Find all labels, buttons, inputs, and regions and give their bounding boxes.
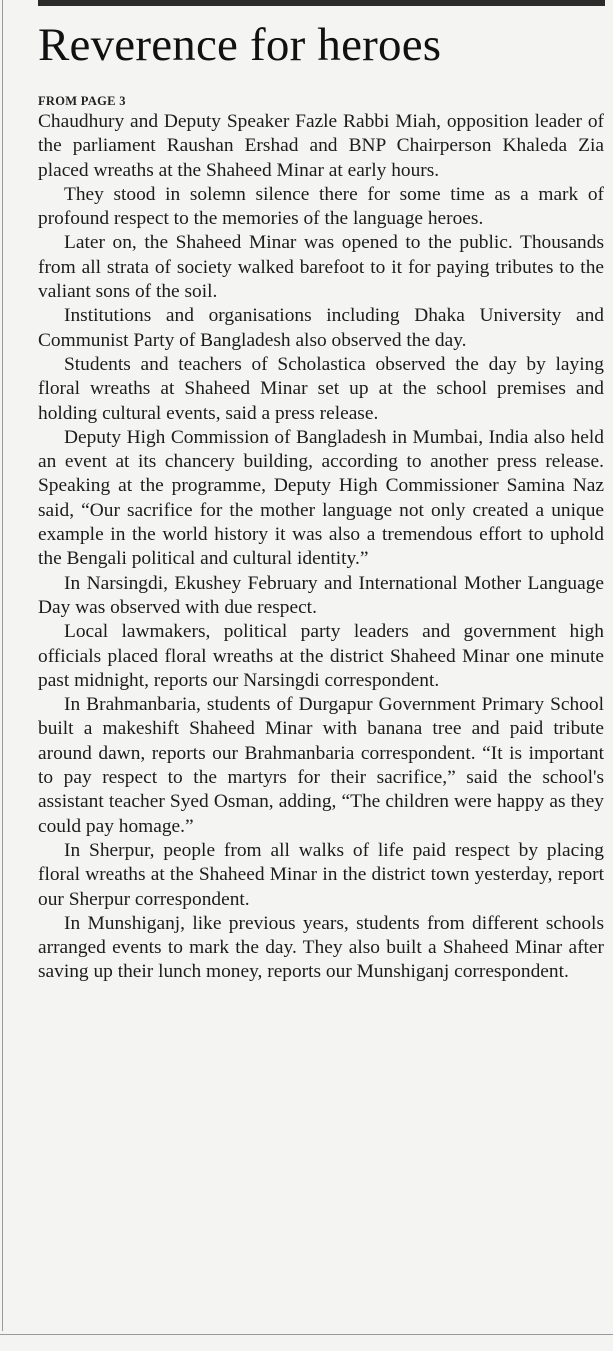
paragraph-6: Deputy High Commission of Bangladesh in Mumbai, India also held an event at its chancery building, according to another press release. Speaking at the programme, Deputy High Commissioner Samina Naz said, “Our sacrifice for the mother language not only created a unique example in the world history it was also a tremendous effort to uphold the Bengali political and cultural identity.” bbox=[38, 426, 604, 570]
paragraph-4: Institutions and organisations including Dhaka University and Communist Party of Bangladesh also observed the day. bbox=[38, 305, 604, 351]
paragraph-9: In Brahmanbaria, students of Durgapur Government Primary School built a makeshift Shaheed Minar with banana tree and paid tribute around dawn, reports our Brahmanbaria correspondent. “It is important to pay respect to the martyrs for their sacrifice,” said the school's assistant teacher Syed Osman, adding, “The children were happy as they could pay homage.” bbox=[38, 694, 604, 837]
article-body bbox=[38, 110, 604, 985]
top-column-rule bbox=[38, 0, 605, 6]
article-headline: Reverence for heroes bbox=[38, 19, 442, 71]
paragraph-5: Students and teachers of Scholastica observed the day by laying floral wreaths at Shaheed Minar set up at the school premises and holding cultural events, said a press release. bbox=[38, 353, 604, 424]
jump-line: FROM PAGE 3 bbox=[38, 94, 126, 108]
paragraph-7: In Narsingdi, Ekushey February and International Mother Language Day was observed with due respect. bbox=[38, 572, 604, 618]
left-column-rule bbox=[2, 0, 3, 1331]
paragraph-1: Chaudhury and Deputy Speaker Fazle Rabbi Miah, opposition leader of the parliament Raushan Ershad and BNP Chairperson Khaleda Zia placed wreaths at the Shaheed Minar at early hours. bbox=[38, 111, 604, 181]
bottom-column-rule bbox=[0, 1334, 613, 1335]
paragraph-3: Later on, the Shaheed Minar was opened to the public. Thousands from all strata of society walked barefoot to it for paying tributes to the valiant sons of the soil. bbox=[38, 232, 604, 303]
news-article bbox=[38, 16, 604, 985]
paragraph-8: Local lawmakers, political party leaders and government high officials placed floral wreaths at the district Shaheed Minar one minute past midnight, reports our Narsingdi correspondent. bbox=[38, 621, 604, 691]
paragraph-2: They stood in solemn silence there for some time as a mark of profound respect to the memories of the language heroes. bbox=[38, 183, 604, 230]
paragraph-11: In Munshiganj, like previous years, students from different schools arranged events to mark the day. They also built a Shaheed Minar after saving up their lunch money, reports our Munshiganj correspondent. bbox=[38, 912, 604, 983]
paragraph-10: In Sherpur, people from all walks of life paid respect by placing floral wreaths at the Shaheed Minar in the district town yesterday, report our Sherpur correspondent. bbox=[38, 839, 604, 910]
